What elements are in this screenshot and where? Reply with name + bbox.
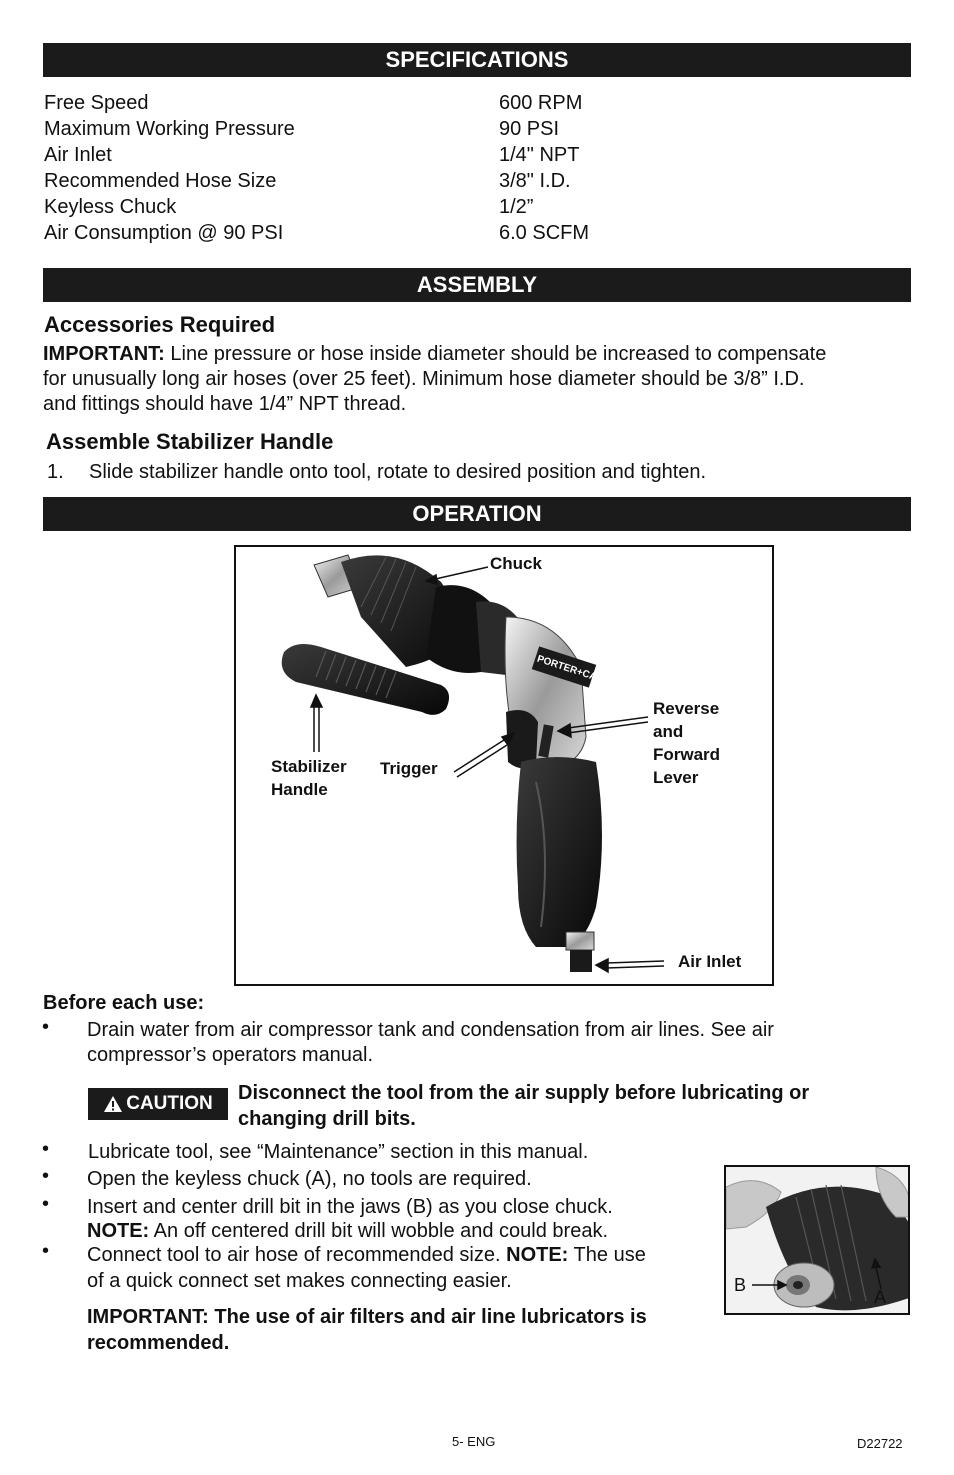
step-text: Slide stabilizer handle onto tool, rotate to desired position and tighten.	[89, 461, 707, 483]
bullet-connect-hose	[87, 1242, 646, 1294]
accessories-line-3: and fittings should have 1/4” NPT thread.	[43, 393, 407, 415]
bullet-insert-line-1: Insert and center drill bit in the jaws (B) as you close chuck.	[87, 1196, 613, 1218]
stabilizer-label-line-2: Handle	[271, 780, 328, 799]
assembly-header: ASSEMBLY	[43, 268, 911, 302]
accessories-line-1: Line pressure or hose inside diameter should be increased to compensate	[170, 343, 827, 365]
warning-triangle-icon	[103, 1095, 123, 1113]
photo-label-a: A	[874, 1287, 887, 1307]
important-filters-note	[87, 1304, 647, 1356]
bullet-marker-4: •	[42, 1193, 50, 1215]
document-code: D22722	[857, 1436, 903, 1451]
step-number: 1.	[47, 461, 64, 483]
bullet-open-chuck: Open the keyless chuck (A), no tools are required.	[87, 1168, 532, 1190]
caution-badge	[88, 1088, 228, 1120]
stabilizer-heading: Assemble Stabilizer Handle	[46, 429, 334, 454]
specifications-header: SPECIFICATIONS	[43, 43, 911, 77]
air-inlet-label: Air Inlet	[678, 952, 742, 971]
stabilizer-label-line-1: Stabilizer	[271, 757, 347, 776]
bullet-insert-note: An off centered drill bit will wobble and could break.	[153, 1220, 609, 1242]
bullet-lubricate: Lubricate tool, see “Maintenance” section in this manual.	[88, 1141, 589, 1163]
brand-plate-text: PORTER+CABLE	[535, 653, 617, 690]
bullet-connect-text: Connect tool to air hose of recommended size.	[87, 1244, 501, 1266]
trigger-label: Trigger	[380, 759, 438, 778]
bullet-connect-note: The use	[573, 1244, 646, 1266]
reverse-label-line-4: Lever	[653, 768, 699, 787]
bullet-connect-line-2: of a quick connect set makes connecting easier.	[87, 1270, 512, 1292]
caution-line-2: changing drill bits.	[238, 1108, 416, 1130]
spec-value-keyless-chuck: 1/2”	[499, 196, 534, 218]
stabilizer-handle-label	[271, 755, 347, 801]
reverse-forward-lever-label	[653, 697, 720, 789]
photo-label-b: B	[734, 1275, 747, 1295]
reverse-label-line-1: Reverse	[653, 699, 720, 718]
drill-figure	[234, 545, 774, 986]
chuck-photo	[724, 1165, 910, 1315]
bullet-drain-line-1: Drain water from air compressor tank and condensation from air lines. See air	[87, 1019, 774, 1041]
spec-label-air-inlet: Air Inlet	[44, 144, 112, 166]
reverse-label-line-3: Forward	[653, 745, 721, 764]
spec-value-max-pressure: 90 PSI	[499, 118, 560, 140]
reverse-label-line-2: and	[653, 722, 684, 741]
spec-value-air-consumption: 6.0 SCFM	[499, 222, 590, 244]
bullet-marker-5: •	[42, 1240, 50, 1262]
spec-label-max-pressure: Maximum Working Pressure	[44, 118, 295, 140]
note-label-1: NOTE:	[87, 1220, 150, 1242]
bullet-drain-line-2: compressor’s operators manual.	[87, 1044, 374, 1066]
important-filters-line-1: IMPORTANT: The use of air filters and air line lubricators is	[87, 1306, 647, 1328]
spec-label-free-speed: Free Speed	[44, 92, 149, 114]
operation-header: OPERATION	[43, 497, 911, 531]
bullet-marker-3: •	[42, 1165, 50, 1187]
spec-value-hose-size: 3/8" I.D.	[499, 170, 571, 192]
bullet-insert-bit	[87, 1195, 613, 1243]
caution-line-1: Disconnect the tool from the air supply before lubricating or	[238, 1082, 810, 1104]
before-each-use-heading: Before each use:	[43, 992, 205, 1014]
important-filters-line-2: recommended.	[87, 1332, 230, 1354]
chuck-label: Chuck	[490, 554, 542, 573]
note-label-2: NOTE:	[506, 1244, 569, 1266]
accessories-paragraph	[43, 342, 923, 417]
spec-label-hose-size: Recommended Hose Size	[44, 170, 277, 192]
bullet-marker-1: •	[42, 1016, 50, 1038]
spec-label-keyless-chuck: Keyless Chuck	[44, 196, 177, 218]
important-label: IMPORTANT:	[43, 343, 165, 365]
bullet-drain-water	[87, 1018, 774, 1068]
caution-message	[238, 1080, 809, 1132]
spec-value-air-inlet: 1/4" NPT	[499, 144, 580, 166]
spec-value-free-speed: 600 RPM	[499, 92, 583, 114]
bullet-marker-2: •	[42, 1138, 50, 1160]
accessories-line-2: for unusually long air hoses (over 25 feet). Minimum hose diameter should be 3/8” I.D.	[43, 368, 805, 390]
accessories-heading: Accessories Required	[44, 312, 276, 337]
caution-label: CAUTION	[126, 1093, 213, 1114]
page-number: 5- ENG	[452, 1434, 496, 1449]
spec-label-air-consumption: Air Consumption @ 90 PSI	[44, 222, 284, 244]
